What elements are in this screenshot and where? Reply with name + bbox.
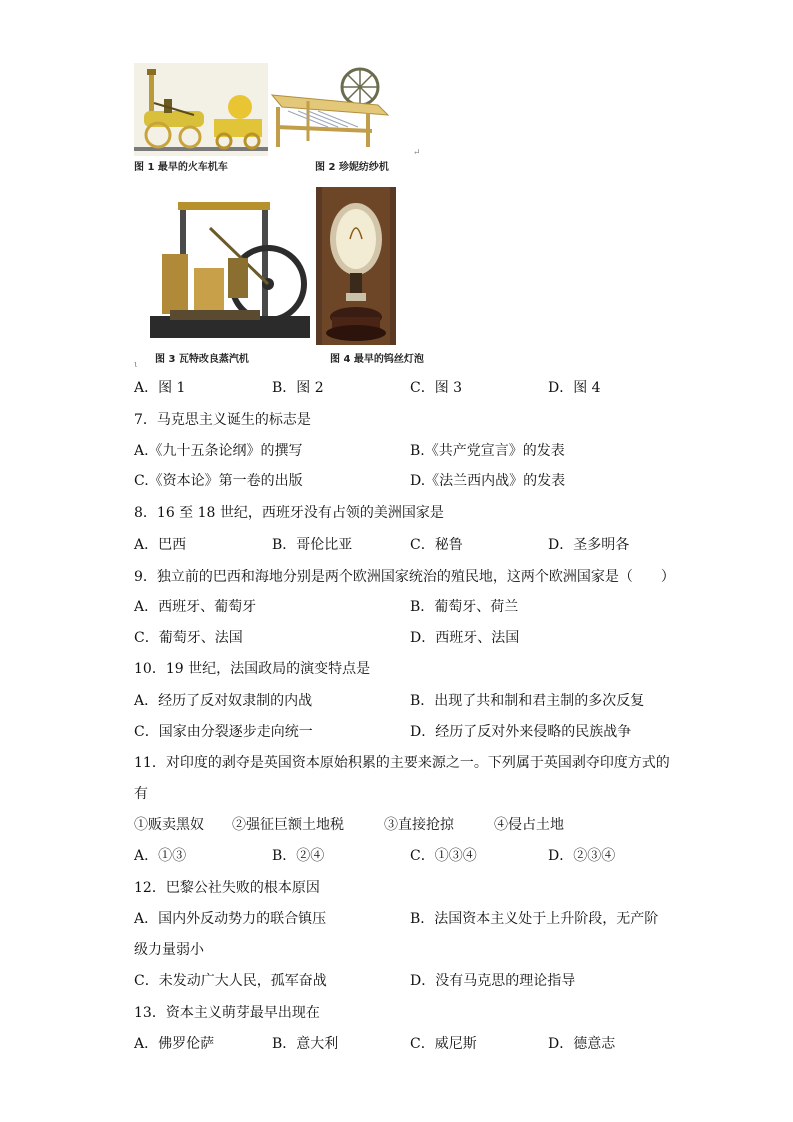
q11-item-4: ④侵占土地 — [494, 817, 564, 833]
q13-option-b[interactable]: B．意大利 — [272, 1036, 339, 1052]
q11-stem-line-1: 11．对印度的剥夺是英国资本原始积累的主要来源之一。下列属于英国剥夺印度方式的 — [134, 755, 670, 771]
q6-option-c[interactable]: C．图 3 — [410, 380, 463, 396]
q10-option-c[interactable]: C．国家由分裂逐步走向统一 — [134, 724, 313, 740]
figure-4-caption: 图 4 最早的钨丝灯泡 — [330, 354, 424, 365]
q6-option-d[interactable]: D．图 4 — [548, 380, 601, 396]
q10-stem: 10．19 世纪，法国政局的演变特点是 — [134, 661, 371, 677]
q9-option-b[interactable]: B．葡萄牙、荷兰 — [410, 599, 519, 615]
q8-option-b[interactable]: B．哥伦比亚 — [272, 537, 353, 553]
q11-option-c[interactable]: C．①③④ — [410, 848, 477, 864]
q10-option-b[interactable]: B．出现了共和制和君主制的多次反复 — [410, 693, 645, 709]
q7-option-c[interactable]: C.《资本论》第一卷的出版 — [134, 473, 303, 489]
paragraph-mark: ι — [134, 360, 138, 370]
q8-stem: 8．16 至 18 世纪，西班牙没有占领的美洲国家是 — [134, 505, 444, 521]
q10-option-d[interactable]: D．经历了反对外来侵略的民族战争 — [410, 724, 632, 740]
q11-item-3: ③直接抢掠 — [384, 817, 454, 833]
q7-option-b[interactable]: B.《共产党宣言》的发表 — [410, 443, 565, 459]
q9-option-d[interactable]: D．西班牙、法国 — [410, 630, 520, 646]
q13-stem: 13．资本主义萌芽最早出现在 — [134, 1005, 320, 1021]
q12-option-b-line-2[interactable]: 级力量弱小 — [134, 942, 204, 958]
q9-option-c[interactable]: C．葡萄牙、法国 — [134, 630, 243, 646]
q11-stem-line-2: 有 — [134, 786, 148, 802]
q12-option-b-line-1[interactable]: B．法国资本主义处于上升阶段，无产阶 — [410, 911, 659, 927]
q11-option-b[interactable]: B．②④ — [272, 848, 325, 864]
q9-option-a[interactable]: A．西班牙、葡萄牙 — [134, 599, 257, 615]
figure-3-caption: 图 3 瓦特改良蒸汽机 — [155, 354, 249, 365]
q6-option-a[interactable]: A．图 1 — [134, 380, 186, 396]
figure-1-locomotive-image — [134, 63, 268, 156]
figure-3-steam-engine-image — [150, 198, 310, 338]
q11-option-d[interactable]: D．②③④ — [548, 848, 616, 864]
q11-item-2: ②强征巨额土地税 — [232, 817, 344, 833]
paragraph-mark: ↵ — [413, 148, 421, 158]
q7-option-d[interactable]: D.《法兰西内战》的发表 — [410, 473, 566, 489]
q12-option-d[interactable]: D．没有马克思的理论指导 — [410, 973, 576, 989]
q12-option-c[interactable]: C．未发动广大人民，孤军奋战 — [134, 973, 327, 989]
q8-option-c[interactable]: C．秘鲁 — [410, 537, 463, 553]
figure-2-spinning-jenny-image — [268, 65, 392, 150]
figure-4-light-bulb-image — [316, 187, 396, 345]
q6-option-b[interactable]: B．图 2 — [272, 380, 324, 396]
q8-option-a[interactable]: A．巴西 — [134, 537, 187, 553]
q7-option-a[interactable]: A.《九十五条论纲》的撰写 — [134, 443, 303, 459]
q13-option-a[interactable]: A．佛罗伦萨 — [134, 1036, 215, 1052]
q13-option-c[interactable]: C．威尼斯 — [410, 1036, 477, 1052]
q7-stem: 7．马克思主义诞生的标志是 — [134, 412, 311, 428]
q10-option-a[interactable]: A．经历了反对奴隶制的内战 — [134, 693, 313, 709]
q12-stem: 12．巴黎公社失败的根本原因 — [134, 880, 320, 896]
q12-option-a[interactable]: A．国内外反动势力的联合镇压 — [134, 911, 327, 927]
q11-option-a[interactable]: A．①③ — [134, 848, 187, 864]
q9-stem: 9．独立前的巴西和海地分别是两个欧洲国家统治的殖民地，这两个欧洲国家是（ ） — [134, 569, 675, 585]
q11-item-1: ①贩卖黑奴 — [134, 817, 204, 833]
q13-option-d[interactable]: D．德意志 — [548, 1036, 616, 1052]
figure-2-caption: 图 2 珍妮纺纱机 — [315, 162, 389, 173]
figure-1-caption: 图 1 最早的火车机车 — [134, 162, 228, 173]
q8-option-d[interactable]: D．圣多明各 — [548, 537, 630, 553]
